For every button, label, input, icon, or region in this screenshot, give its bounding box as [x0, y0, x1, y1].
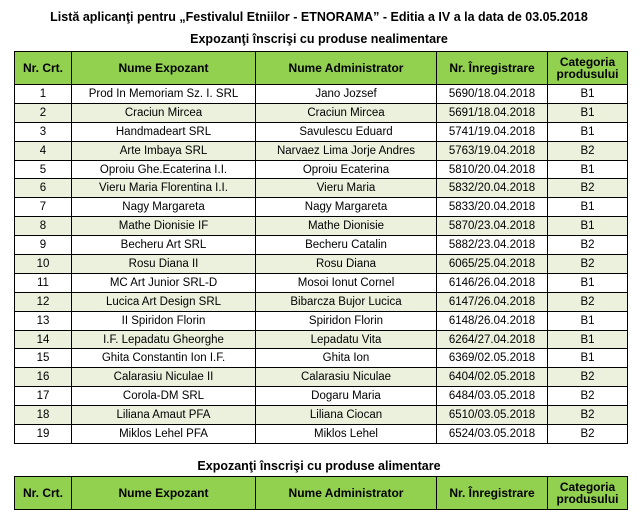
table-row [15, 160, 628, 179]
cell-administrator: Miklos Lehel [256, 425, 437, 444]
cell-administrator: Lepadatu Vita [256, 330, 437, 349]
cell-category: B1 [548, 311, 628, 330]
cell-registration: 6404/02.05.2018 [437, 368, 548, 387]
cell-nr: 14 [15, 330, 72, 349]
table-row [15, 255, 628, 274]
cell-category: B1 [548, 349, 628, 368]
table-row [15, 179, 628, 198]
cell-category: B2 [548, 425, 628, 444]
exhibitors-nonfood-table [14, 51, 628, 444]
cell-nr: 2 [15, 103, 72, 122]
col-header-registration: Nr. Înregistrare [437, 52, 548, 85]
cell-exhibitor: Prod In Memoriam Sz. I. SRL [72, 85, 256, 104]
cell-category: B1 [548, 273, 628, 292]
table-header-row [15, 477, 628, 510]
cell-nr: 9 [15, 236, 72, 255]
cell-administrator: Rosu Diana [256, 255, 437, 274]
col-header-exhibitor: Nume Expozant [72, 52, 256, 85]
section-title-nonfood: Expozanţi înscrişi cu produse nealimentare [190, 32, 448, 46]
table-row [15, 387, 628, 406]
cell-category: B2 [548, 368, 628, 387]
cell-nr: 6 [15, 179, 72, 198]
cell-registration: 5763/19.04.2018 [437, 141, 548, 160]
cell-category: B2 [548, 387, 628, 406]
cell-exhibitor: Handmadeart SRL [72, 122, 256, 141]
cell-nr: 19 [15, 425, 72, 444]
exhibitors-food-table [14, 476, 628, 510]
cell-category: B1 [548, 85, 628, 104]
cell-administrator: Savulescu Eduard [256, 122, 437, 141]
cell-category: B1 [548, 103, 628, 122]
document-heading: Listă aplicanţi pentru „Festivalul Etniilor - ETNORAMA” - Editia a IV a la data de 03.05.2018 [50, 10, 588, 24]
cell-exhibitor: Becheru Art SRL [72, 236, 256, 255]
cell-category: B1 [548, 160, 628, 179]
cell-exhibitor: Lucica Art Design SRL [72, 292, 256, 311]
cell-administrator: Jano Jozsef [256, 85, 437, 104]
cell-category: B1 [548, 122, 628, 141]
table-row [15, 85, 628, 104]
table-row [15, 103, 628, 122]
cell-nr: 18 [15, 406, 72, 425]
section-title-food: Expozanţi înscrişi cu produse alimentare [197, 459, 441, 473]
cell-administrator: Spiridon Florin [256, 311, 437, 330]
cell-exhibitor: Calarasiu Niculae II [72, 368, 256, 387]
cell-exhibitor: Mathe Dionisie IF [72, 217, 256, 236]
cell-administrator: Vieru Maria [256, 179, 437, 198]
table-row [15, 236, 628, 255]
col-header-category: Categoria produsului [548, 52, 628, 85]
cell-administrator: Dogaru Maria [256, 387, 437, 406]
cell-exhibitor: Ghita Constantin Ion I.F. [72, 349, 256, 368]
cell-registration: 6484/03.05.2018 [437, 387, 548, 406]
cell-exhibitor: Vieru Maria Florentina I.I. [72, 179, 256, 198]
col-header-administrator: Nume Administrator [256, 477, 437, 510]
cell-category: B1 [548, 198, 628, 217]
table-row [15, 425, 628, 444]
cell-nr: 13 [15, 311, 72, 330]
col-header-nr: Nr. Crt. [15, 52, 72, 85]
cell-nr: 15 [15, 349, 72, 368]
table-row [15, 311, 628, 330]
cell-registration: 6148/26.04.2018 [437, 311, 548, 330]
cell-registration: 6146/26.04.2018 [437, 273, 548, 292]
cell-registration: 5690/18.04.2018 [437, 85, 548, 104]
cell-registration: 6510/03.05.2018 [437, 406, 548, 425]
cell-nr: 4 [15, 141, 72, 160]
table-row [15, 273, 628, 292]
cell-registration: 6524/03.05.2018 [437, 425, 548, 444]
cell-registration: 5882/23.04.2018 [437, 236, 548, 255]
cell-category: B2 [548, 236, 628, 255]
cell-exhibitor: Oproiu Ghe.Ecaterina I.I. [72, 160, 256, 179]
cell-registration: 5810/20.04.2018 [437, 160, 548, 179]
table-row [15, 349, 628, 368]
cell-administrator: Ghita Ion [256, 349, 437, 368]
col-header-exhibitor: Nume Expozant [72, 477, 256, 510]
cell-category: B2 [548, 141, 628, 160]
cell-nr: 11 [15, 273, 72, 292]
cell-nr: 1 [15, 85, 72, 104]
cell-exhibitor: I.F. Lepadatu Gheorghe [72, 330, 256, 349]
cell-registration: 5870/23.04.2018 [437, 217, 548, 236]
cell-category: B1 [548, 330, 628, 349]
cell-exhibitor: Miklos Lehel PFA [72, 425, 256, 444]
col-header-registration: Nr. Înregistrare [437, 477, 548, 510]
table-row [15, 330, 628, 349]
cell-administrator: Mathe Dionisie [256, 217, 437, 236]
cell-exhibitor: II Spiridon Florin [72, 311, 256, 330]
cell-nr: 16 [15, 368, 72, 387]
table-row [15, 141, 628, 160]
cell-exhibitor: Craciun Mircea [72, 103, 256, 122]
cell-exhibitor: Corola-DM SRL [72, 387, 256, 406]
cell-registration: 6065/25.04.2018 [437, 255, 548, 274]
table-row [15, 217, 628, 236]
cell-registration: 5691/18.04.2018 [437, 103, 548, 122]
cell-registration: 5741/19.04.2018 [437, 122, 548, 141]
cell-registration: 5832/20.04.2018 [437, 179, 548, 198]
cell-registration: 5833/20.04.2018 [437, 198, 548, 217]
table-row [15, 122, 628, 141]
cell-nr: 12 [15, 292, 72, 311]
cell-nr: 8 [15, 217, 72, 236]
cell-administrator: Calarasiu Niculae [256, 368, 437, 387]
cell-registration: 6369/02.05.2018 [437, 349, 548, 368]
col-header-nr: Nr. Crt. [15, 477, 72, 510]
cell-exhibitor: Arte Imbaya SRL [72, 141, 256, 160]
cell-exhibitor: Nagy Margareta [72, 198, 256, 217]
cell-category: B2 [548, 179, 628, 198]
table-row [15, 406, 628, 425]
cell-nr: 7 [15, 198, 72, 217]
cell-administrator: Craciun Mircea [256, 103, 437, 122]
col-header-administrator: Nume Administrator [256, 52, 437, 85]
cell-administrator: Narvaez Lima Jorje Andres [256, 141, 437, 160]
cell-administrator: Nagy Margareta [256, 198, 437, 217]
cell-exhibitor: MC Art Junior SRL-D [72, 273, 256, 292]
cell-administrator: Liliana Ciocan [256, 406, 437, 425]
cell-administrator: Becheru Catalin [256, 236, 437, 255]
cell-nr: 3 [15, 122, 72, 141]
table-row [15, 198, 628, 217]
cell-exhibitor: Rosu Diana II [72, 255, 256, 274]
cell-administrator: Oproiu Ecaterina [256, 160, 437, 179]
cell-category: B2 [548, 406, 628, 425]
table-header-row [15, 52, 628, 85]
table-row [15, 292, 628, 311]
table-row [15, 368, 628, 387]
cell-category: B2 [548, 292, 628, 311]
cell-registration: 6147/26.04.2018 [437, 292, 548, 311]
cell-category: B1 [548, 217, 628, 236]
cell-registration: 6264/27.04.2018 [437, 330, 548, 349]
col-header-category: Categoria produsului [548, 477, 628, 510]
cell-category: B2 [548, 255, 628, 274]
cell-nr: 17 [15, 387, 72, 406]
cell-nr: 5 [15, 160, 72, 179]
cell-administrator: Bibarcza Bujor Lucica [256, 292, 437, 311]
cell-administrator: Mosoi Ionut Cornel [256, 273, 437, 292]
cell-nr: 10 [15, 255, 72, 274]
cell-exhibitor: Liliana Amaut PFA [72, 406, 256, 425]
